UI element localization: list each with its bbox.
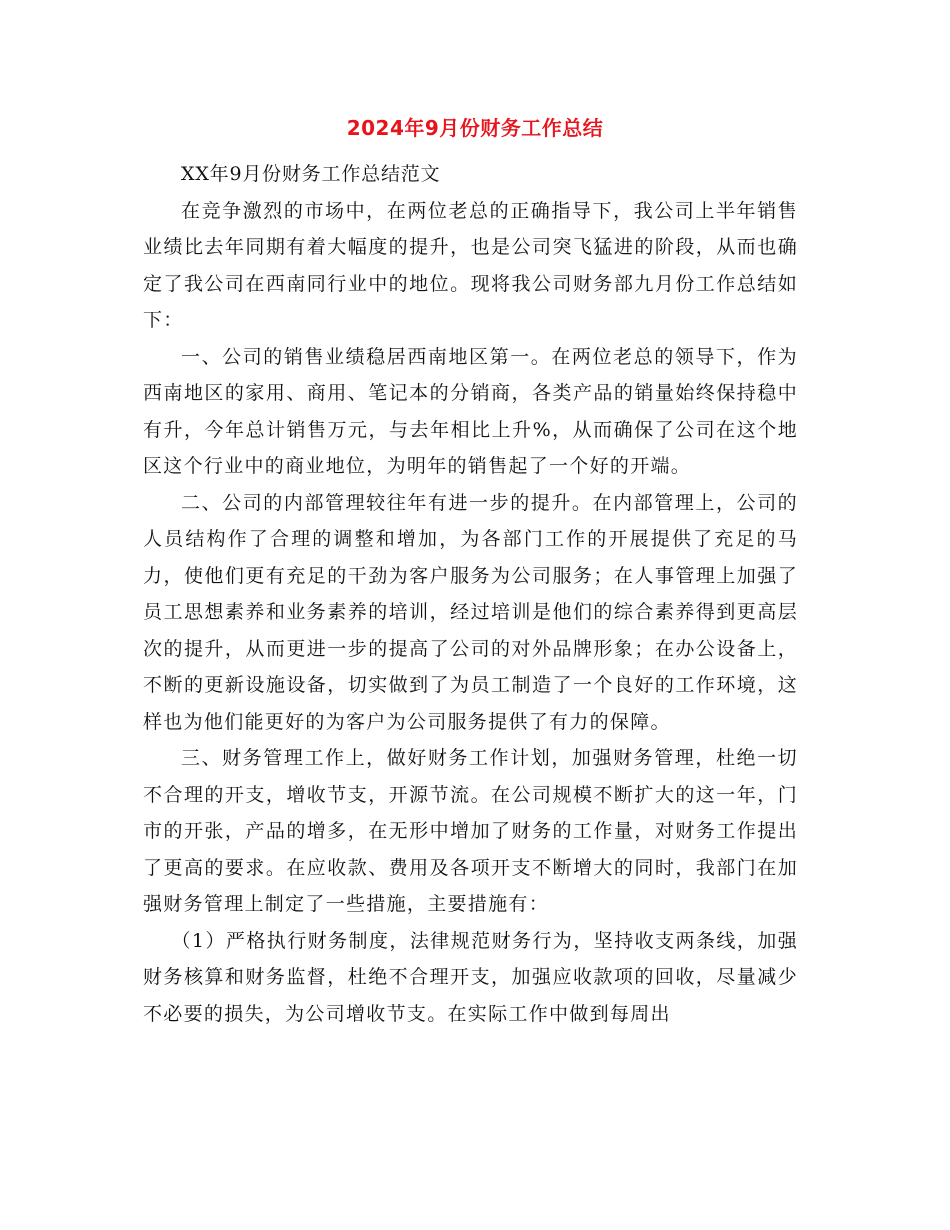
document-body [143, 156, 798, 1032]
paragraph-section-1: 一、公司的销售业绩稳居西南地区第一。在两位老总的领导下，作为西南地区的家用、商用、笔记本的分销商，各类产品的销量始终保持稳中有升，今年总计销售万元，与去年相比上升%，从而确保了公司在这个地区这个行业中的商业地位，为明年的销售起了一个好的开端。 [143, 345, 798, 477]
paragraph-section-3: 三、财务管理工作上，做好财务工作计划，加强财务管理，杜绝一切不合理的开支，增收节支，开源节流。在公司规模不断扩大的这一年，门市的开张，产品的增多，在无形中增加了财务的工作量，对财务工作提出了更高的要求。在应收款、费用及各项开支不断增大的同时，我部门在加强财务管理上制定了一些措施，主要措施有： [143, 747, 798, 915]
document-subtitle: XX年9月份财务工作总结范文 [181, 163, 441, 185]
paragraph-intro: 在竞争激烈的市场中，在两位老总的正确指导下，我公司上半年销售业绩比去年同期有着大幅度的提升，也是公司突飞猛进的阶段，从而也确定了我公司在西南同行业中的地位。现将我公司财务部九月份工作总结如下： [143, 199, 798, 331]
document-title: 2024年9月份财务工作总结 [346, 116, 604, 140]
paragraph-item-1: （1）严格执行财务制度，法律规范财务行为，坚持收支两条线，加强财务核算和财务监督，杜绝不合理开支，加强应收款项的回收，尽量减少不必要的损失，为公司增收节支。在实际工作中做到每周出 [143, 929, 798, 1025]
paragraph-section-2: 二、公司的内部管理较往年有进一步的提升。在内部管理上，公司的人员结构作了合理的调整和增加，为各部门工作的开展提供了充足的马力，使他们更有充足的干劲为客户服务为公司服务；在人事管理上加强了员工思想素养和业务素养的培训，经过培训是他们的综合素养得到更高层次的提升，从而更进一步的提高了公司的对外品牌形象；在办公设备上，不断的更新设施设备，切实做到了为员工制造了一个良好的工作环境，这样也为他们能更好的为客户为公司服务提供了有力的保障。 [143, 491, 798, 733]
